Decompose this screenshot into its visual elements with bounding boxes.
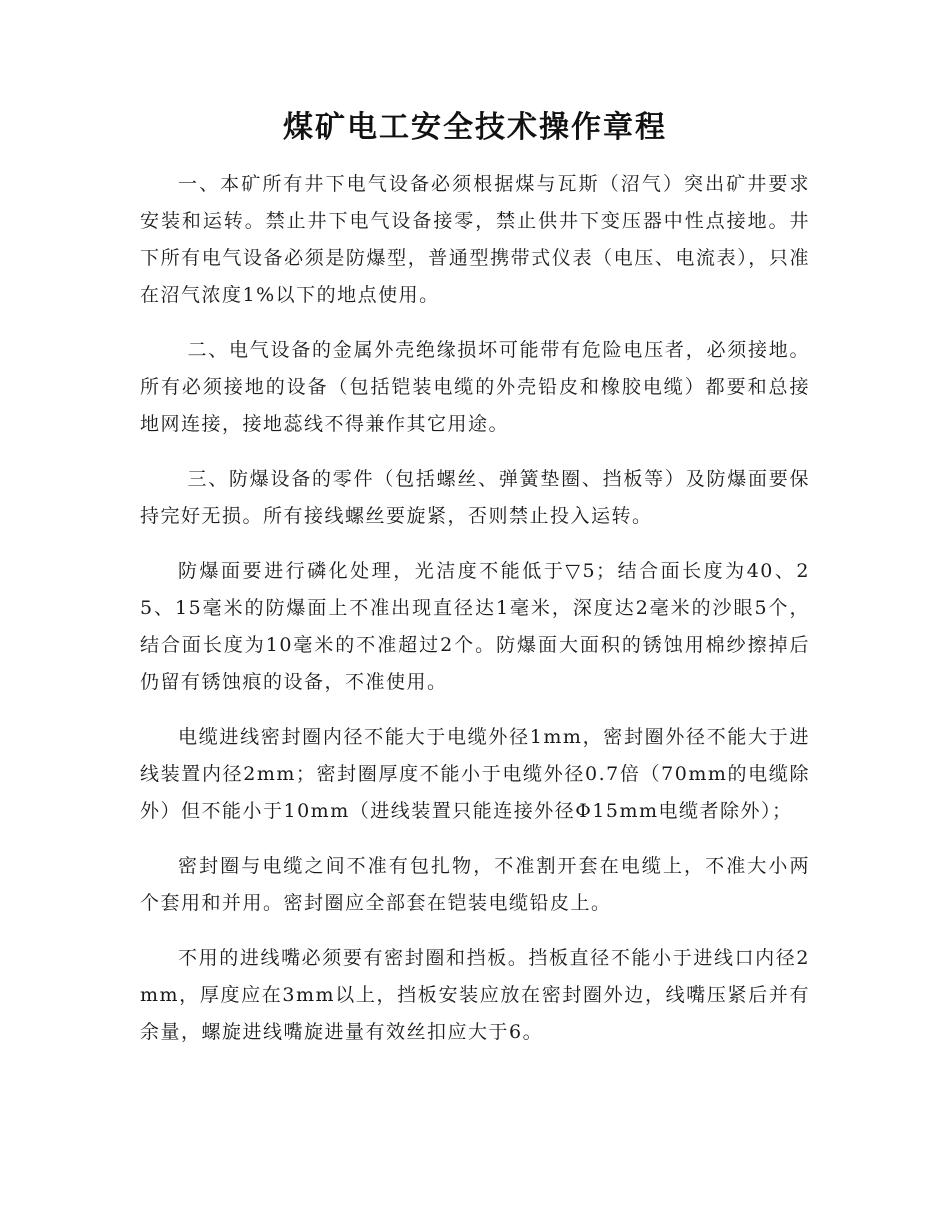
paragraph-2: 二、电气设备的金属外壳绝缘损坏可能带有危险电压者，必须接地。所有必须接地的设备（包括铠装电缆的外壳铅皮和橡胶电缆）都要和总接地网连接，接地蕊线不得兼作其它用途。 — [140, 339, 810, 435]
paragraph-6: 密封圈与电缆之间不准有包扎物，不准割开套在电缆上，不准大小两个套用和并用。密封圈应全部套在铠装电缆铅皮上。 — [140, 855, 810, 914]
document-body — [140, 166, 810, 1069]
paragraph-7: 不用的进线嘴必须要有密封圈和挡板。挡板直径不能小于进线口内径2mm，厚度应在3mm以上，挡板安装应放在密封圈外边，线嘴压紧后并有余量，螺旋进线嘴旋进量有效丝扣应大于6。 — [140, 947, 810, 1043]
paragraph-3: 三、防爆设备的零件（包括螺丝、弹簧垫圈、挡板等）及防爆面要保持完好无损。所有接线螺丝要旋紧，否则禁止投入运转。 — [140, 468, 810, 527]
paragraph-4: 防爆面要进行磷化处理，光洁度不能低于▽5；结合面长度为40、25、15毫米的防爆面上不准出现直径达1毫米，深度达2毫米的沙眼5个，结合面长度为10毫米的不准超过2个。防爆面大面积的锈蚀用棉纱擦掉后仍留有锈蚀痕的设备，不准使用。 — [140, 560, 810, 693]
document-title: 煤矿电工安全技术操作章程 — [283, 110, 667, 145]
paragraph-1: 一、本矿所有井下电气设备必须根据煤与瓦斯（沼气）突出矿井要求安装和运转。禁止井下电气设备接零，禁止供井下变压器中性点接地。井下所有电气设备必须是防爆型，普通型携带式仪表（电压、电流表），只准在沼气浓度1%以下的地点使用。 — [140, 173, 810, 306]
paragraph-5: 电缆进线密封圈内径不能大于电缆外径1mm，密封圈外径不能大于进线装置内径2mm；密封圈厚度不能小于电缆外径0.7倍（70mm的电缆除外）但不能小于10mm（进线装置只能连接外径Φ15mm电缆者除外）； — [140, 726, 810, 822]
